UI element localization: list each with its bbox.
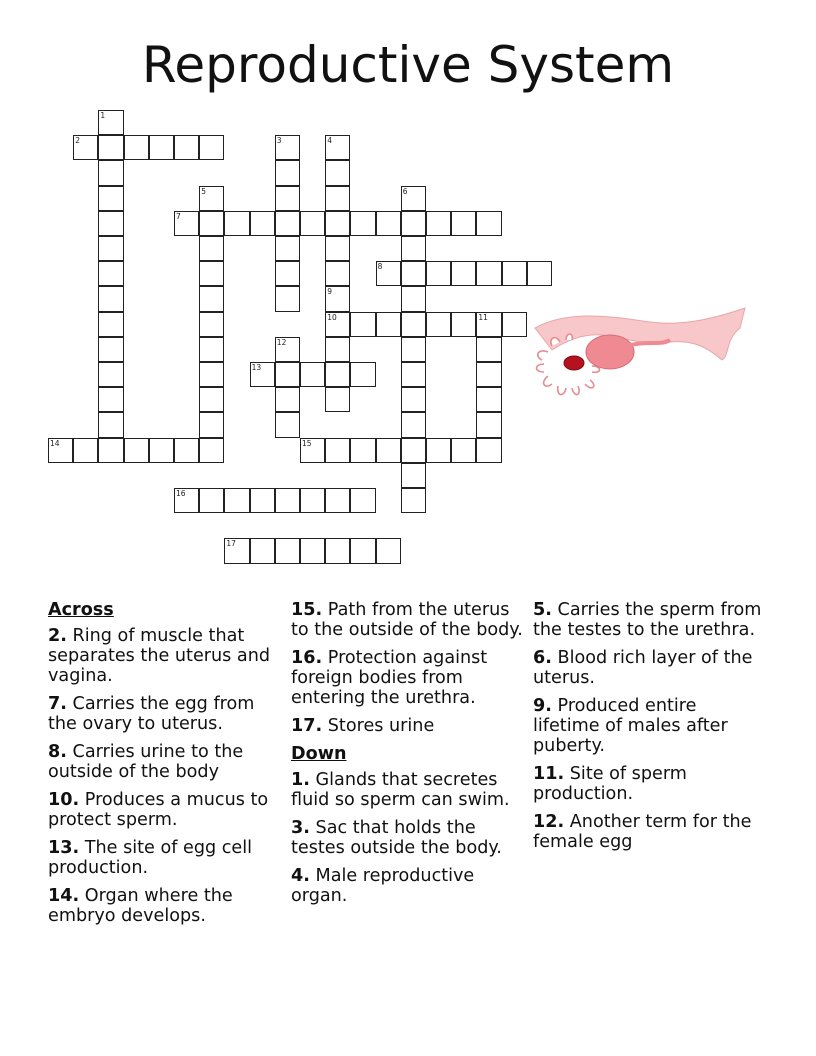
grid-cell[interactable] (174, 438, 199, 463)
grid-cell[interactable] (426, 438, 451, 463)
clue-text: Carries urine to the outside of the body (48, 742, 244, 782)
grid-cell[interactable] (199, 412, 224, 437)
grid-cell[interactable] (199, 211, 224, 236)
grid-cell[interactable] (325, 186, 350, 211)
clue-number: 4. (291, 866, 310, 886)
ovary (586, 335, 634, 369)
grid-cell[interactable] (275, 387, 300, 412)
clue-text: Site of sperm production. (533, 764, 687, 804)
clue-item (48, 626, 280, 686)
grid-cell[interactable] (300, 211, 325, 236)
clue-item (291, 716, 523, 736)
clue-item (48, 694, 280, 734)
grid-cell[interactable] (98, 362, 123, 387)
clue-text: Another term for the female egg (533, 812, 752, 852)
clue-item (533, 648, 765, 688)
grid-cell[interactable] (174, 488, 199, 513)
clue-text: Male reproductive organ. (291, 866, 475, 906)
grid-cell[interactable] (325, 160, 350, 185)
grid-cell[interactable] (275, 186, 300, 211)
grid-cell[interactable] (199, 186, 224, 211)
grid-cell[interactable] (376, 261, 401, 286)
clue-number-label: 13 (251, 363, 262, 372)
grid-cell[interactable] (376, 312, 401, 337)
clue-item (533, 600, 765, 640)
grid-cell[interactable] (275, 286, 300, 311)
clue-number-label: 12 (276, 337, 287, 347)
grid-cell[interactable] (376, 211, 401, 236)
fallopian-tube (535, 308, 745, 360)
clue-number: 16. (291, 648, 323, 668)
grid-cell[interactable] (250, 488, 275, 513)
clue-item (291, 866, 523, 906)
grid-cell[interactable] (275, 337, 300, 362)
grid-cell[interactable] (325, 286, 350, 311)
grid-cell[interactable] (476, 261, 501, 286)
grid-cell[interactable] (199, 312, 224, 337)
grid-cell[interactable] (98, 438, 123, 463)
grid-cell[interactable] (401, 337, 426, 362)
grid-cell[interactable] (199, 236, 224, 261)
grid-cell[interactable] (350, 538, 375, 563)
grid-cell[interactable] (476, 337, 501, 362)
clue-number: 14. (48, 886, 80, 906)
grid-cell[interactable] (174, 135, 199, 160)
clue-number-label: 2 (75, 136, 80, 146)
clue-number-label: 10 (327, 312, 337, 322)
grid-cell[interactable] (401, 211, 426, 236)
clue-text: The site of egg cell production. (48, 838, 253, 878)
grid-cell[interactable] (401, 261, 426, 286)
grid-cell[interactable] (275, 488, 300, 513)
grid-cell[interactable] (325, 261, 350, 286)
grid-cell[interactable] (250, 211, 275, 236)
grid-cell[interactable] (48, 438, 73, 463)
grid-cell[interactable] (476, 438, 501, 463)
grid-cell[interactable] (98, 110, 123, 135)
clue-item (291, 648, 523, 708)
clue-item (533, 696, 765, 756)
clue-number: 5. (533, 600, 552, 620)
grid-cell[interactable] (325, 362, 350, 387)
grid-cell[interactable] (401, 488, 426, 513)
down-heading: Down (291, 744, 347, 764)
grid-cell[interactable] (73, 438, 98, 463)
clue-number-label: 3 (276, 136, 282, 146)
grid-cell[interactable] (325, 538, 350, 563)
clue-number: 2. (48, 626, 67, 646)
clue-item (533, 812, 765, 852)
grid-cell[interactable] (476, 412, 501, 437)
grid-cell[interactable] (300, 438, 325, 463)
clue-number: 17. (291, 716, 323, 736)
grid-cell[interactable] (199, 362, 224, 387)
grid-cell[interactable] (325, 135, 350, 160)
grid-cell[interactable] (401, 312, 426, 337)
clue-number-label: 14 (50, 438, 60, 448)
grid-cell[interactable] (149, 135, 174, 160)
grid-cell[interactable] (527, 261, 552, 286)
clue-number: 15. (291, 600, 323, 620)
grid-cell[interactable] (426, 211, 451, 236)
grid-cell[interactable] (98, 186, 123, 211)
grid-cell[interactable] (325, 211, 350, 236)
grid-cell[interactable] (199, 261, 224, 286)
grid-cell[interactable] (426, 312, 451, 337)
grid-cell[interactable] (502, 312, 527, 337)
page-title: Reproductive System (141, 36, 675, 94)
clue-text: Ring of muscle that separates the uterus and vagina. (48, 626, 271, 686)
grid-cell[interactable] (401, 186, 426, 211)
grid-cell[interactable] (350, 362, 375, 387)
grid-cell[interactable] (224, 488, 249, 513)
grid-cell[interactable] (149, 438, 174, 463)
clue-text: Glands that secretes fluid so sperm can swim. (291, 770, 510, 810)
grid-cell[interactable] (224, 211, 249, 236)
grid-cell[interactable] (98, 312, 123, 337)
grid-cell[interactable] (275, 211, 300, 236)
grid-cell[interactable] (451, 261, 476, 286)
clue-number-label: 1 (100, 111, 106, 120)
clue-number: 3. (291, 818, 310, 838)
clue-text: Stores urine (327, 716, 435, 736)
grid-cell[interactable] (275, 236, 300, 261)
grid-cell[interactable] (275, 538, 300, 563)
grid-cell[interactable] (401, 362, 426, 387)
clue-item (533, 764, 765, 804)
grid-cell[interactable] (350, 312, 375, 337)
clue-number-label: 7 (176, 211, 181, 221)
grid-cell[interactable] (476, 211, 501, 236)
clue-number: 9. (533, 696, 552, 716)
clue-number-label: 9 (327, 287, 332, 297)
grid-cell[interactable] (376, 538, 401, 563)
grid-cell[interactable] (275, 412, 300, 437)
clue-item (48, 742, 280, 782)
grid-cell[interactable] (401, 412, 426, 437)
grid-cell[interactable] (325, 312, 350, 337)
grid-cell[interactable] (199, 488, 224, 513)
grid-cell[interactable] (124, 438, 149, 463)
clue-number-label: 16 (176, 489, 186, 498)
grid-cell[interactable] (451, 312, 476, 337)
clue-number: 7. (48, 694, 67, 714)
grid-cell[interactable] (250, 538, 275, 563)
clue-number: 12. (533, 812, 565, 832)
grid-cell[interactable] (325, 488, 350, 513)
grid-cell[interactable] (325, 236, 350, 261)
clue-text: Sac that holds the testes outside the body. (291, 818, 502, 858)
grid-cell[interactable] (401, 387, 426, 412)
grid-cell[interactable] (124, 135, 149, 160)
clue-text: Organ where the embryo develops. (48, 886, 233, 926)
grid-cell[interactable] (174, 211, 199, 236)
grid-cell[interactable] (350, 211, 375, 236)
clue-number-label: 8 (377, 262, 383, 272)
clue-item (291, 818, 523, 858)
clue-number-label: 5 (201, 186, 206, 196)
grid-cell[interactable] (98, 387, 123, 412)
clue-text: Produces a mucus to protect sperm. (48, 790, 269, 830)
grid-cell[interactable] (199, 438, 224, 463)
grid-cell[interactable] (199, 387, 224, 412)
grid-cell[interactable] (250, 362, 275, 387)
clue-number: 13. (48, 838, 80, 858)
grid-cell[interactable] (98, 236, 123, 261)
clue-text: Produced entire lifetime of males after puberty. (533, 696, 728, 756)
clue-number: 10. (48, 790, 80, 810)
clue-text: Path from the uterus to the outside of the body. (291, 600, 523, 640)
clue-item (48, 790, 280, 830)
clue-number-label: 15 (302, 438, 312, 448)
grid-cell[interactable] (199, 286, 224, 311)
clue-text: Carries the egg from the ovary to uterus. (48, 694, 255, 734)
clue-column-2 (291, 600, 523, 914)
clue-number: 6. (533, 648, 552, 668)
grid-cell[interactable] (376, 438, 401, 463)
grid-cell[interactable] (224, 538, 249, 563)
grid-cell[interactable] (98, 286, 123, 311)
clue-number: 8. (48, 742, 67, 762)
grid-cell[interactable] (350, 438, 375, 463)
clue-column-1 (48, 600, 280, 934)
grid-cell[interactable] (426, 261, 451, 286)
grid-cell[interactable] (275, 261, 300, 286)
grid-cell[interactable] (401, 438, 426, 463)
clue-item (48, 886, 280, 926)
grid-cell[interactable] (73, 135, 98, 160)
grid-cell[interactable] (451, 438, 476, 463)
clue-number-label: 6 (402, 186, 408, 196)
clue-text: Blood rich layer of the uterus. (533, 648, 753, 688)
grid-cell[interactable] (325, 337, 350, 362)
clue-number-label: 4 (327, 136, 332, 146)
grid-cell[interactable] (98, 261, 123, 286)
grid-cell[interactable] (199, 135, 224, 160)
grid-cell[interactable] (98, 160, 123, 185)
clue-item (291, 770, 523, 810)
egg-cell (564, 356, 584, 370)
clue-item (291, 600, 523, 640)
clue-column-3 (533, 600, 765, 860)
grid-cell[interactable] (401, 286, 426, 311)
grid-cell[interactable] (350, 488, 375, 513)
grid-cell[interactable] (98, 135, 123, 160)
grid-cell[interactable] (98, 412, 123, 437)
grid-cell[interactable] (300, 538, 325, 563)
clue-text: Carries the sperm from the testes to the urethra. (533, 600, 762, 640)
grid-cell[interactable] (325, 387, 350, 412)
grid-cell[interactable] (275, 160, 300, 185)
grid-cell[interactable] (502, 261, 527, 286)
grid-cell[interactable] (199, 337, 224, 362)
grid-cell[interactable] (451, 211, 476, 236)
grid-cell[interactable] (401, 463, 426, 488)
grid-cell[interactable] (300, 362, 325, 387)
grid-cell[interactable] (300, 488, 325, 513)
clue-item (48, 838, 280, 878)
grid-cell[interactable] (401, 236, 426, 261)
grid-cell[interactable] (476, 387, 501, 412)
grid-cell[interactable] (275, 362, 300, 387)
grid-cell[interactable] (98, 211, 123, 236)
grid-cell[interactable] (98, 337, 123, 362)
clue-text: Protection against foreign bodies from entering the urethra. (291, 648, 488, 708)
grid-cell[interactable] (325, 438, 350, 463)
grid-cell[interactable] (476, 362, 501, 387)
uterus-fallopian-tube-illustration (530, 300, 755, 410)
clue-number: 11. (533, 764, 565, 784)
grid-cell[interactable] (476, 312, 501, 337)
clue-number: 1. (291, 770, 310, 790)
clue-number-label: 11 (478, 312, 488, 322)
clue-number-label: 17 (226, 539, 236, 549)
across-heading: Across (48, 600, 114, 620)
grid-cell[interactable] (275, 135, 300, 160)
